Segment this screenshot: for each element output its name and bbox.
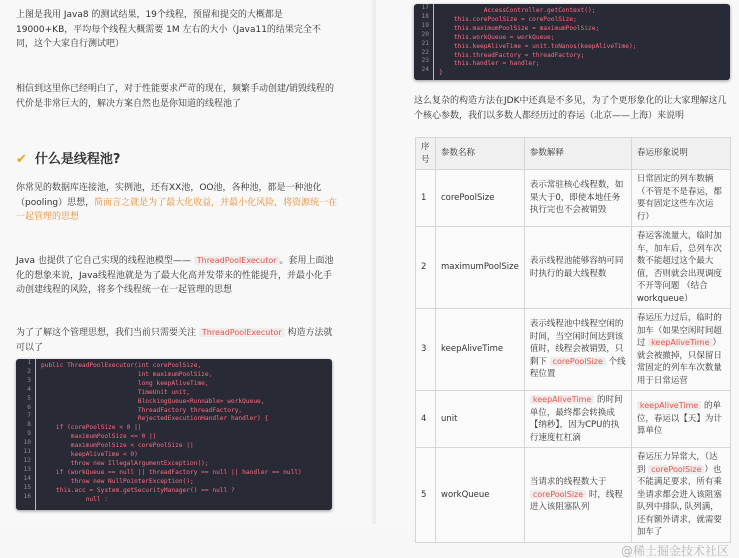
code-line: throw new NullPointerException(); <box>41 477 194 485</box>
line-numbers <box>414 4 434 80</box>
pooling-highlight: 简而言之就是为了最大化收益，并最小化风险，将资源统一在一起管理的思想 <box>16 197 338 222</box>
watermark: @稀土掘金技术社区 <box>620 544 729 558</box>
cell-text: ）就会被撤掉，只保留日常固定的列车车次数量用于日常运营 <box>636 338 722 386</box>
line-number: 6 <box>27 403 31 411</box>
cell-name: maximumPoolSize <box>436 227 525 309</box>
code-block <box>414 4 730 80</box>
inline-code: corePoolSize <box>648 465 704 474</box>
code-line: if (workQueue == null || threadFactory == null || handler == null) <box>41 468 302 476</box>
line-number: 4 <box>27 385 31 393</box>
line-number: 11 <box>23 448 31 456</box>
code-line: this.keepAliveTime = unit.toNanos(keepAliveTime); <box>439 42 637 50</box>
cell-text: ）也不能满足要求，所有乘坐请求都会进入该阻塞队列中排队, 队列满，还有额外请求，就需要加车了 <box>636 464 722 537</box>
line-number: 24 <box>421 66 429 74</box>
inline-code: keepAliveTime <box>648 338 712 347</box>
parameter-table <box>415 137 731 543</box>
cell-text: 春运压力异常大，（达到 <box>636 452 718 475</box>
code-line: long keepAliveTime, <box>41 379 209 387</box>
table-row <box>416 309 731 391</box>
header-no: 序号 <box>416 138 436 170</box>
cell-desc <box>524 309 631 391</box>
cell-text: 表示常驻核心线程数，如果大于0，即使本地任务执行完也不会被销毁 <box>529 180 624 216</box>
line-number: 12 <box>23 456 31 464</box>
heading-text: 什么是线程池? <box>34 152 121 167</box>
paragraph-pooling <box>16 181 338 225</box>
code-line: if (corePoolSize < 0 || <box>41 424 142 432</box>
line-number: 3 <box>27 376 31 384</box>
code-line: this.handler = handler; <box>439 60 540 68</box>
cell-text: 春运客流量大，临时加车，加车后，总列车次数不能超过这个最大值，否则就会出现调度不开等问题 （结合workqueue） <box>636 231 722 304</box>
cell-metaphor <box>631 170 730 227</box>
line-number: 9 <box>27 430 31 438</box>
inline-code: corePoolSize <box>550 357 606 366</box>
cell-no: 4 <box>416 391 436 448</box>
code-line: this.acc = System.getSecurityManager() == null ? <box>41 486 235 494</box>
code-line: throw new IllegalArgumentException(); <box>41 459 209 467</box>
code-line: maximumPoolSize <= 0 || <box>41 433 157 441</box>
line-number: 19 <box>421 21 429 29</box>
code-source <box>41 362 302 505</box>
inline-code: corePoolSize <box>530 490 586 499</box>
code-line: null : <box>41 495 109 503</box>
line-number: 18 <box>421 12 429 20</box>
paragraph-test-result: 上图是我用 Java8 的测试结果，19个线程，预留和提交的大概都是19000+KB，平均每个线程大概需要 1M 左右的大小（Java11的结果完全不同，这个大家自行测试吧） <box>16 10 321 49</box>
code-line: TimeUnit unit, <box>41 388 191 396</box>
cell-text: 的时间单位，最终都会转换成【纳秒】，因为CPU的执行速度杠杠滴 <box>529 395 623 443</box>
cell-text: 表示线程池中线程空闲的时间，当空闲时间达到该值时，线程会被销毁，只剩下 <box>529 319 624 367</box>
cell-text: 的单位，春运以【天】为计算单位 <box>636 401 722 437</box>
table-row <box>416 448 731 543</box>
cell-no: 3 <box>416 309 436 391</box>
section-heading <box>16 148 120 167</box>
code-line: maximumPoolSize < corePoolSize || <box>41 442 194 450</box>
line-number: 2 <box>27 367 31 375</box>
code-line: keepAliveTime < 0) <box>41 451 138 459</box>
line-number: 16 <box>23 492 31 500</box>
code-line: this.corePoolSize = corePoolSize; <box>439 15 577 23</box>
line-number: 13 <box>23 465 31 473</box>
cell-desc <box>524 227 631 309</box>
line-number: 15 <box>23 483 31 491</box>
pooling-text: 你常见的数据库连接池，实例池，还有XX池，OO池，各种池，都是一种池化（pooling）思想， <box>16 183 322 208</box>
java-pool-text: Java 也提供了它自己实现的线程池模型—— <box>16 256 194 266</box>
checkmark-icon: ✔ <box>16 152 27 167</box>
cell-text: 当请求的线程数大于 <box>529 477 607 487</box>
table-row <box>416 170 731 227</box>
cell-text: 春运压力过后，临时的加车（如果空闲时间超过 <box>636 313 722 348</box>
code-line: this.maximumPoolSize = maximumPoolSize; <box>439 24 600 32</box>
cell-name: unit <box>436 391 525 448</box>
inline-code: keepAliveTime <box>530 395 594 404</box>
cell-metaphor <box>631 448 730 543</box>
cell-metaphor <box>631 391 730 448</box>
code-line: this.threadFactory = threadFactory; <box>439 51 585 59</box>
header-desc: 参数解释 <box>524 138 631 170</box>
inline-code: keepAliveTime <box>637 401 701 410</box>
inline-code: ThreadPoolExecutor <box>194 256 280 265</box>
cell-name: keepAliveTime <box>436 309 525 391</box>
line-number: 1 <box>27 359 31 366</box>
header-name: 参数名称 <box>436 138 525 170</box>
code-line: BlockingQueue<Runnable> workQueue, <box>41 397 265 405</box>
cell-text: 时，线程进入该阻塞队列 <box>529 489 623 512</box>
line-number: 17 <box>421 4 429 11</box>
code-line: RejectedExecutionHandler handler) { <box>41 415 269 423</box>
code-source <box>439 7 636 78</box>
table-header-row <box>416 138 731 170</box>
line-numbers <box>16 359 36 510</box>
cell-no: 2 <box>416 227 436 309</box>
line-number: 5 <box>27 394 31 402</box>
line-number: 7 <box>27 412 31 420</box>
table-row <box>416 391 731 448</box>
line-number: 10 <box>23 439 31 447</box>
line-number: 23 <box>421 57 429 65</box>
code-block <box>16 359 332 510</box>
cell-text: 日常固定的列车数辆（不管是不是春运，都要有固定这些车次运行） <box>636 174 722 222</box>
code-line: } <box>439 69 443 77</box>
code-line: AccessController.getContext(); <box>439 7 596 14</box>
cell-text: 个线程位置 <box>529 356 626 380</box>
paragraph-java-pool <box>16 254 338 298</box>
line-number: 21 <box>421 39 429 47</box>
cell-desc <box>524 391 631 448</box>
cell-desc <box>524 448 631 543</box>
code-line: this.workQueue = workQueue; <box>439 33 555 41</box>
cell-name: workQueue <box>436 448 525 543</box>
line-number: 14 <box>23 474 31 482</box>
java-pool-text-2: 。套用上面池化的想象来说，Java线程池就是为了最大化高并发带来的性能提升，并最小化手动创建线程的风险，将多个线程统一在一起管理的思想 <box>16 256 334 295</box>
cell-metaphor <box>631 309 730 391</box>
line-number: 8 <box>27 421 31 429</box>
cell-text: 表示线程池能够容纳可同时执行的最大线程数 <box>529 256 624 279</box>
paragraph-constructor <box>16 326 338 355</box>
cell-desc <box>524 170 631 227</box>
cell-no: 5 <box>416 448 436 543</box>
code-line: ThreadFactory threadFactory, <box>41 406 243 414</box>
code-line: int maximumPoolSize, <box>41 370 213 378</box>
header-metaphor: 春运形象说明 <box>631 138 730 170</box>
cell-name: corePoolSize <box>436 170 525 227</box>
paragraph-thread-cost: 相信到这里你已经明白了，对于性能要求严苛的现在，频繁手动创建/销毁线程的代价是非常巨大的，解决方案自然也是你知道的线程池了 <box>16 84 335 109</box>
cell-no: 1 <box>416 170 436 227</box>
code-line: public ThreadPoolExecutor(int corePoolSize, <box>41 362 202 369</box>
constructor-text-2: 构造方法就可以了 <box>16 328 333 353</box>
line-number: 22 <box>421 48 429 56</box>
line-number: 20 <box>421 30 429 38</box>
table-row <box>416 227 731 309</box>
paragraph-intro: 这么复杂的构造方法在JDK中还真是不多见，为了个更形象化的让大家理解这几个核心参数，我们以多数人都经历过的春运（北京——上海）来说明 <box>414 96 727 121</box>
inline-code: ThreadPoolExecutor <box>199 328 285 337</box>
left-page <box>0 0 372 524</box>
cell-metaphor <box>631 227 730 309</box>
constructor-text: 为了了解这个管理思想，我们当前只需要关注 <box>16 328 199 338</box>
